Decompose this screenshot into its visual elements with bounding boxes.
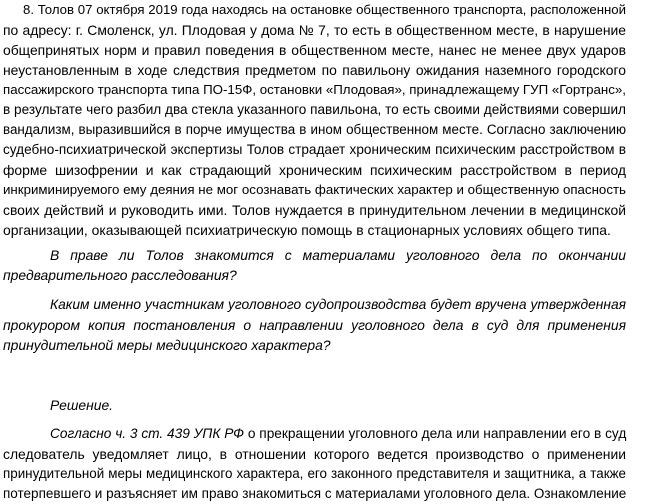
solution-line-1 bbox=[50, 424, 626, 444]
solution-line-1-rest: о прекращении уголовного дела или направлении его в суд bbox=[244, 426, 627, 441]
task-line-10: инкриминируемого ему деяния не мог осознавать фактических характер и общественную опасность bbox=[3, 182, 626, 197]
task-line-11: своих действий и руководить ими. Толов нуждается в принудительном лечении в медицинской bbox=[3, 202, 626, 218]
task-line-2: по адресу: г. Смоленск, ул. Плодовая у дома № 7, то есть в общественном месте, в нарушение bbox=[3, 22, 626, 38]
task-line-6: в результате чего разбил два стекла указанного павильона, то есть своими действиями совершил bbox=[3, 102, 626, 117]
task-line-12: организации, оказывающей психиатрическую помощь в стационарных условиях общего типа. bbox=[3, 222, 611, 238]
law-reference: Согласно ч. 3 ст. 439 УПК РФ bbox=[50, 426, 245, 441]
solution-line-2: следователь уведомляет лицо, в отношении которого ведется производство о применении bbox=[3, 446, 626, 462]
question2-line-3: принудительной меры медицинского характера? bbox=[3, 337, 331, 353]
task-line-9: форме шизофрении и как страдающий хроническим психическим расстройством в период bbox=[3, 162, 626, 178]
question1-line-2: предварительного расследования? bbox=[3, 267, 237, 283]
task-line-8: судебно-психиатрической экспертизы Толов страдает хроническим психическим расстройством в bbox=[3, 142, 626, 157]
question2-line-1: Каким именно участникам уголовного судопроизводства будет вручена утвержденная bbox=[50, 297, 626, 312]
question2-line-2: прокурором копия постановления о направлении уголовного дела в суд для применения bbox=[3, 317, 626, 333]
solution-line-3: принудительной меры медицинского характера, его законного представителя и защитника, а также bbox=[3, 466, 626, 481]
task-line-3: общепринятых норм и правил поведения в общественном месте, нанес не менее двух ударов bbox=[3, 42, 626, 58]
solution-line-4: потерпевшего и разъясняет им право знакомиться с материалами уголовного дела. Ознакомление bbox=[3, 486, 627, 501]
task-line-7: вандализм, выразившийся в порче имущества в ином общественном месте. Согласно заключению bbox=[3, 122, 626, 137]
solution-heading: Решение. bbox=[50, 397, 114, 413]
task-line-4: неустановленным в ходе следствия предметом по павильону ожидания наземного городского bbox=[3, 62, 626, 78]
question1-line-1: В праве ли Толов знакомится с материалами уголовного дела по окончании bbox=[50, 247, 626, 263]
task-line-5: пассажирского транспорта типа ПО-15Ф, остановки «Плодовая», принадлежащему ГУП «Гортранс», bbox=[3, 82, 626, 97]
task-line-1: 8. Толов 07 октября 2019 года находясь на остановке общественного транспорта, расположенной bbox=[23, 2, 626, 17]
